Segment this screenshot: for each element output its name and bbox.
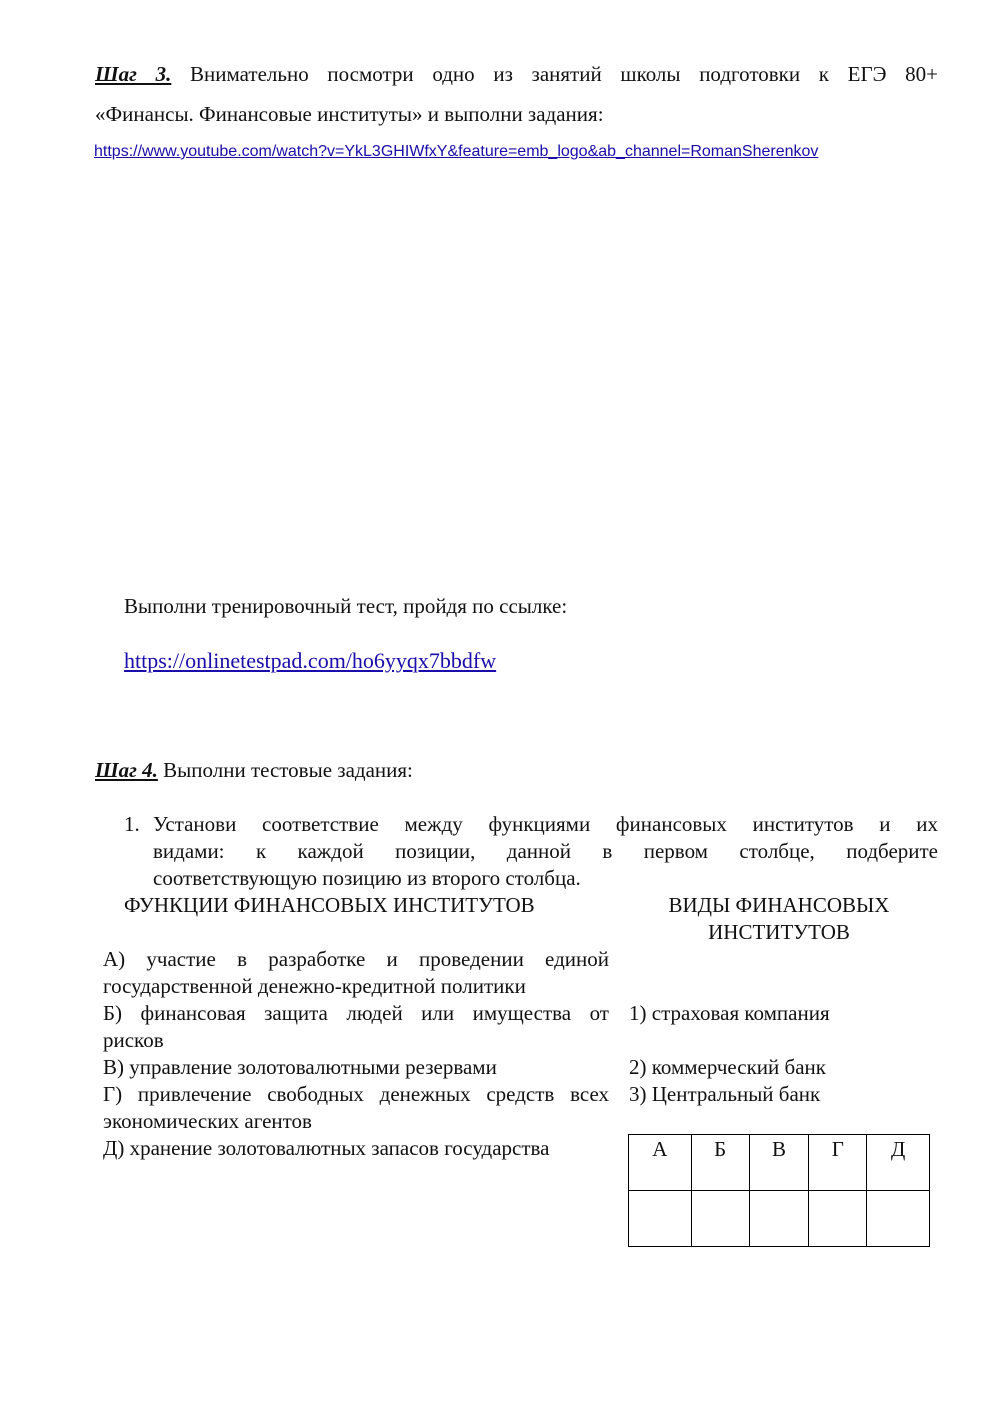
type-item-1: 1) страховая компания [629, 1001, 830, 1025]
type-item-2: 2) коммерческий банк [629, 1055, 826, 1079]
types-header-line1: ВИДЫ ФИНАНСОВЫХ [668, 893, 890, 917]
practice-text: Выполни тренировочный тест, пройдя по ссылке: [124, 594, 568, 618]
answer-cell-g[interactable] [809, 1191, 867, 1247]
answer-header-g: Г [809, 1135, 867, 1191]
types-header-line2: ИНСТИТУТОВ [708, 920, 850, 944]
answer-cell-a[interactable] [629, 1191, 692, 1247]
task1-line3: соответствующую позицию из второго столбца. [153, 866, 581, 890]
function-item-a-cont: государственной денежно-кредитной политики [103, 974, 526, 998]
function-item-g: Г) привлечение свободных денежных средств всех [103, 1082, 609, 1106]
function-item-v: В) управление золотовалютными резервами [103, 1055, 497, 1079]
answer-table [628, 1134, 930, 1247]
answer-header-b: Б [691, 1135, 749, 1191]
answer-cell-d[interactable] [867, 1191, 930, 1247]
answer-cell-v[interactable] [749, 1191, 809, 1247]
function-item-g-cont: экономических агентов [103, 1109, 312, 1133]
function-item-d: Д) хранение золотовалютных запасов государства [103, 1136, 550, 1160]
video-link[interactable]: https://www.youtube.com/watch?v=YkL3GHIWfxY&feature=emb_logo&ab_channel=RomanSherenkov [94, 143, 819, 160]
step4-heading [95, 758, 413, 783]
step3-line1-text: Внимательно посмотри одно из занятий школы подготовки к ЕГЭ 80+ [190, 62, 938, 86]
task1-line2: видами: к каждой позиции, данной в первом столбце, подберите [153, 839, 938, 863]
step3-title: Шаг 3. [95, 62, 172, 86]
function-item-a: А) участие в разработке и проведении единой [103, 947, 609, 971]
functions-header: ФУНКЦИИ ФИНАНСОВЫХ ИНСТИТУТОВ [124, 893, 535, 917]
function-item-b: Б) финансовая защита людей или имущества от [103, 1001, 609, 1025]
answer-table-header-row [629, 1135, 930, 1191]
step3-line1 [95, 62, 938, 87]
answer-header-v: В [749, 1135, 809, 1191]
task1-line1: Установи соответствие между функциями финансовых институтов и их [153, 812, 938, 836]
step4-title: Шаг 4. [95, 758, 158, 782]
type-item-3: 3) Центральный банк [629, 1082, 821, 1106]
answer-header-a: А [629, 1135, 692, 1191]
function-item-b-cont: рисков [103, 1028, 164, 1052]
step3-line2: «Финансы. Финансовые институты» и выполни задания: [95, 102, 604, 126]
task1-number: 1. [124, 812, 140, 836]
test-link[interactable]: https://onlinetestpad.com/ho6yyqx7bbdfw [124, 648, 497, 673]
answer-cell-b[interactable] [691, 1191, 749, 1247]
answer-header-d: Д [867, 1135, 930, 1191]
step4-text: Выполни тестовые задания: [163, 758, 413, 782]
answer-table-input-row [629, 1191, 930, 1247]
